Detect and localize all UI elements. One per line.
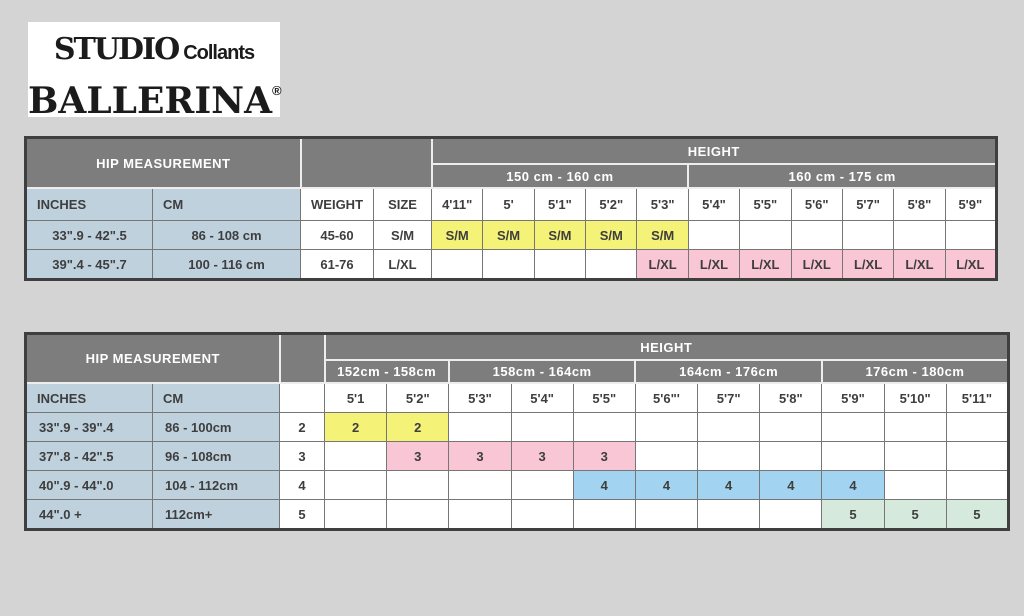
hip-inches-value: 44".0 + bbox=[26, 500, 153, 530]
hip-inches-value: 33".9 - 42".5 bbox=[26, 221, 153, 250]
col-header-size: SIZE bbox=[374, 188, 432, 221]
size-cell bbox=[511, 500, 573, 530]
size-cell bbox=[884, 413, 946, 442]
size-cell: 3 bbox=[449, 442, 511, 471]
col-header-cm: CM bbox=[153, 383, 280, 413]
height-col-label: 5'6"' bbox=[635, 383, 697, 413]
size-cell: 3 bbox=[573, 442, 635, 471]
size-number: 3 bbox=[280, 442, 325, 471]
height-col-label: 5' bbox=[483, 188, 534, 221]
size-cell: S/M bbox=[432, 221, 483, 250]
size-cell: 4 bbox=[822, 471, 884, 500]
height-header: HEIGHT bbox=[432, 138, 997, 165]
height-col-label: 5'8" bbox=[760, 383, 822, 413]
height-range-label: 160 cm - 175 cm bbox=[688, 164, 996, 188]
height-col-label: 5'3" bbox=[449, 383, 511, 413]
height-header: HEIGHT bbox=[325, 334, 1009, 361]
size-label: L/XL bbox=[374, 250, 432, 280]
size-cell: L/XL bbox=[637, 250, 688, 280]
hip-cm-value: 96 - 108cm bbox=[153, 442, 280, 471]
col-header-size-number bbox=[280, 383, 325, 413]
logo-studio-text: STUDIO bbox=[53, 32, 179, 67]
height-col-label: 4'11" bbox=[432, 188, 483, 221]
size-cell bbox=[325, 471, 387, 500]
size-cell bbox=[791, 221, 842, 250]
size-cell: S/M bbox=[483, 221, 534, 250]
size-cell: 3 bbox=[387, 442, 449, 471]
size-cell: S/M bbox=[534, 221, 585, 250]
size-cell bbox=[449, 413, 511, 442]
size-cell bbox=[483, 250, 534, 280]
col-header-cm: CM bbox=[153, 188, 301, 221]
size-cell: 2 bbox=[325, 413, 387, 442]
height-col-label: 5'5" bbox=[573, 383, 635, 413]
hip-cm-value: 86 - 100cm bbox=[153, 413, 280, 442]
header-filler-cell bbox=[301, 138, 432, 189]
size-cell: S/M bbox=[637, 221, 688, 250]
size-cell bbox=[387, 500, 449, 530]
size-cell bbox=[842, 221, 893, 250]
height-col-label: 5'4" bbox=[511, 383, 573, 413]
size-cell: 4 bbox=[573, 471, 635, 500]
hip-inches-value: 37".8 - 42".5 bbox=[26, 442, 153, 471]
height-col-label: 5'7" bbox=[842, 188, 893, 221]
size-cell bbox=[449, 500, 511, 530]
height-range-label: 158cm - 164cm bbox=[449, 360, 636, 383]
size-cell bbox=[635, 413, 697, 442]
col-header-inches: INCHES bbox=[26, 383, 153, 413]
logo-line-ballerina bbox=[28, 70, 280, 122]
size-number: 2 bbox=[280, 413, 325, 442]
height-col-label: 5'6" bbox=[791, 188, 842, 221]
size-number: 4 bbox=[280, 471, 325, 500]
size-cell bbox=[884, 471, 946, 500]
hip-cm-value: 100 - 116 cm bbox=[153, 250, 301, 280]
size-cell: L/XL bbox=[740, 250, 791, 280]
size-cell bbox=[946, 471, 1008, 500]
size-cell: 4 bbox=[635, 471, 697, 500]
logo-collants-text: Collants bbox=[183, 42, 255, 64]
size-cell: L/XL bbox=[894, 250, 945, 280]
size-label: S/M bbox=[374, 221, 432, 250]
size-cell bbox=[740, 221, 791, 250]
size-cell bbox=[822, 442, 884, 471]
weight-value: 61-76 bbox=[301, 250, 374, 280]
size-cell bbox=[432, 250, 483, 280]
size-cell: 5 bbox=[946, 500, 1008, 530]
size-cell: 2 bbox=[387, 413, 449, 442]
hip-cm-value: 104 - 112cm bbox=[153, 471, 280, 500]
size-cell: 5 bbox=[884, 500, 946, 530]
size-cell bbox=[325, 442, 387, 471]
size-cell bbox=[586, 250, 637, 280]
logo-line-studio-collants bbox=[28, 32, 280, 70]
col-header-inches: INCHES bbox=[26, 188, 153, 221]
size-chart-letter-sizes bbox=[24, 136, 998, 281]
height-range-label: 150 cm - 160 cm bbox=[432, 164, 689, 188]
height-col-label: 5'9" bbox=[945, 188, 996, 221]
size-cell bbox=[894, 221, 945, 250]
size-cell: 4 bbox=[698, 471, 760, 500]
height-col-label: 5'9" bbox=[822, 383, 884, 413]
size-cell bbox=[573, 413, 635, 442]
size-cell bbox=[760, 442, 822, 471]
size-cell bbox=[387, 471, 449, 500]
hip-inches-value: 39".4 - 45".7 bbox=[26, 250, 153, 280]
size-cell bbox=[946, 413, 1008, 442]
height-range-label: 152cm - 158cm bbox=[325, 360, 449, 383]
registered-trademark-icon: ® bbox=[272, 83, 282, 98]
height-col-label: 5'5" bbox=[740, 188, 791, 221]
size-cell bbox=[698, 413, 760, 442]
size-cell bbox=[573, 500, 635, 530]
height-col-label: 5'10" bbox=[884, 383, 946, 413]
size-cell: 5 bbox=[822, 500, 884, 530]
height-col-label: 5'4" bbox=[688, 188, 739, 221]
hip-measurement-header: HIP MEASUREMENT bbox=[26, 138, 301, 189]
size-cell: 3 bbox=[511, 442, 573, 471]
size-cell: L/XL bbox=[945, 250, 996, 280]
height-range-label: 164cm - 176cm bbox=[635, 360, 822, 383]
size-cell bbox=[511, 413, 573, 442]
height-col-label: 5'8" bbox=[894, 188, 945, 221]
height-col-label: 5'3" bbox=[637, 188, 688, 221]
height-col-label: 5'2" bbox=[387, 383, 449, 413]
hip-cm-value: 112cm+ bbox=[153, 500, 280, 530]
size-cell: L/XL bbox=[791, 250, 842, 280]
col-header-weight: WEIGHT bbox=[301, 188, 374, 221]
size-number: 5 bbox=[280, 500, 325, 530]
size-cell bbox=[688, 221, 739, 250]
height-col-label: 5'1" bbox=[534, 188, 585, 221]
hip-inches-value: 40".9 - 44".0 bbox=[26, 471, 153, 500]
header-filler-cell bbox=[280, 334, 325, 384]
size-cell bbox=[698, 442, 760, 471]
size-cell bbox=[946, 442, 1008, 471]
size-cell: L/XL bbox=[688, 250, 739, 280]
logo-ballerina-text: BALLERINA bbox=[28, 80, 273, 122]
size-cell bbox=[534, 250, 585, 280]
size-chart-numeric-sizes bbox=[24, 332, 1010, 531]
size-cell bbox=[822, 413, 884, 442]
weight-value: 45-60 bbox=[301, 221, 374, 250]
height-col-label: 5'1 bbox=[325, 383, 387, 413]
height-col-label: 5'11" bbox=[946, 383, 1008, 413]
size-cell bbox=[698, 500, 760, 530]
hip-inches-value: 33".9 - 39".4 bbox=[26, 413, 153, 442]
size-cell: 4 bbox=[760, 471, 822, 500]
size-cell bbox=[945, 221, 996, 250]
size-cell bbox=[449, 471, 511, 500]
height-col-label: 5'7" bbox=[698, 383, 760, 413]
size-cell: S/M bbox=[586, 221, 637, 250]
size-cell bbox=[511, 471, 573, 500]
brand-logo bbox=[28, 22, 282, 122]
size-cell: L/XL bbox=[842, 250, 893, 280]
height-range-label: 176cm - 180cm bbox=[822, 360, 1009, 383]
size-cell bbox=[884, 442, 946, 471]
size-cell bbox=[635, 500, 697, 530]
size-cell bbox=[760, 413, 822, 442]
size-cell bbox=[325, 500, 387, 530]
size-cell bbox=[760, 500, 822, 530]
size-cell bbox=[635, 442, 697, 471]
hip-cm-value: 86 - 108 cm bbox=[153, 221, 301, 250]
hip-measurement-header: HIP MEASUREMENT bbox=[26, 334, 280, 384]
height-col-label: 5'2" bbox=[586, 188, 637, 221]
